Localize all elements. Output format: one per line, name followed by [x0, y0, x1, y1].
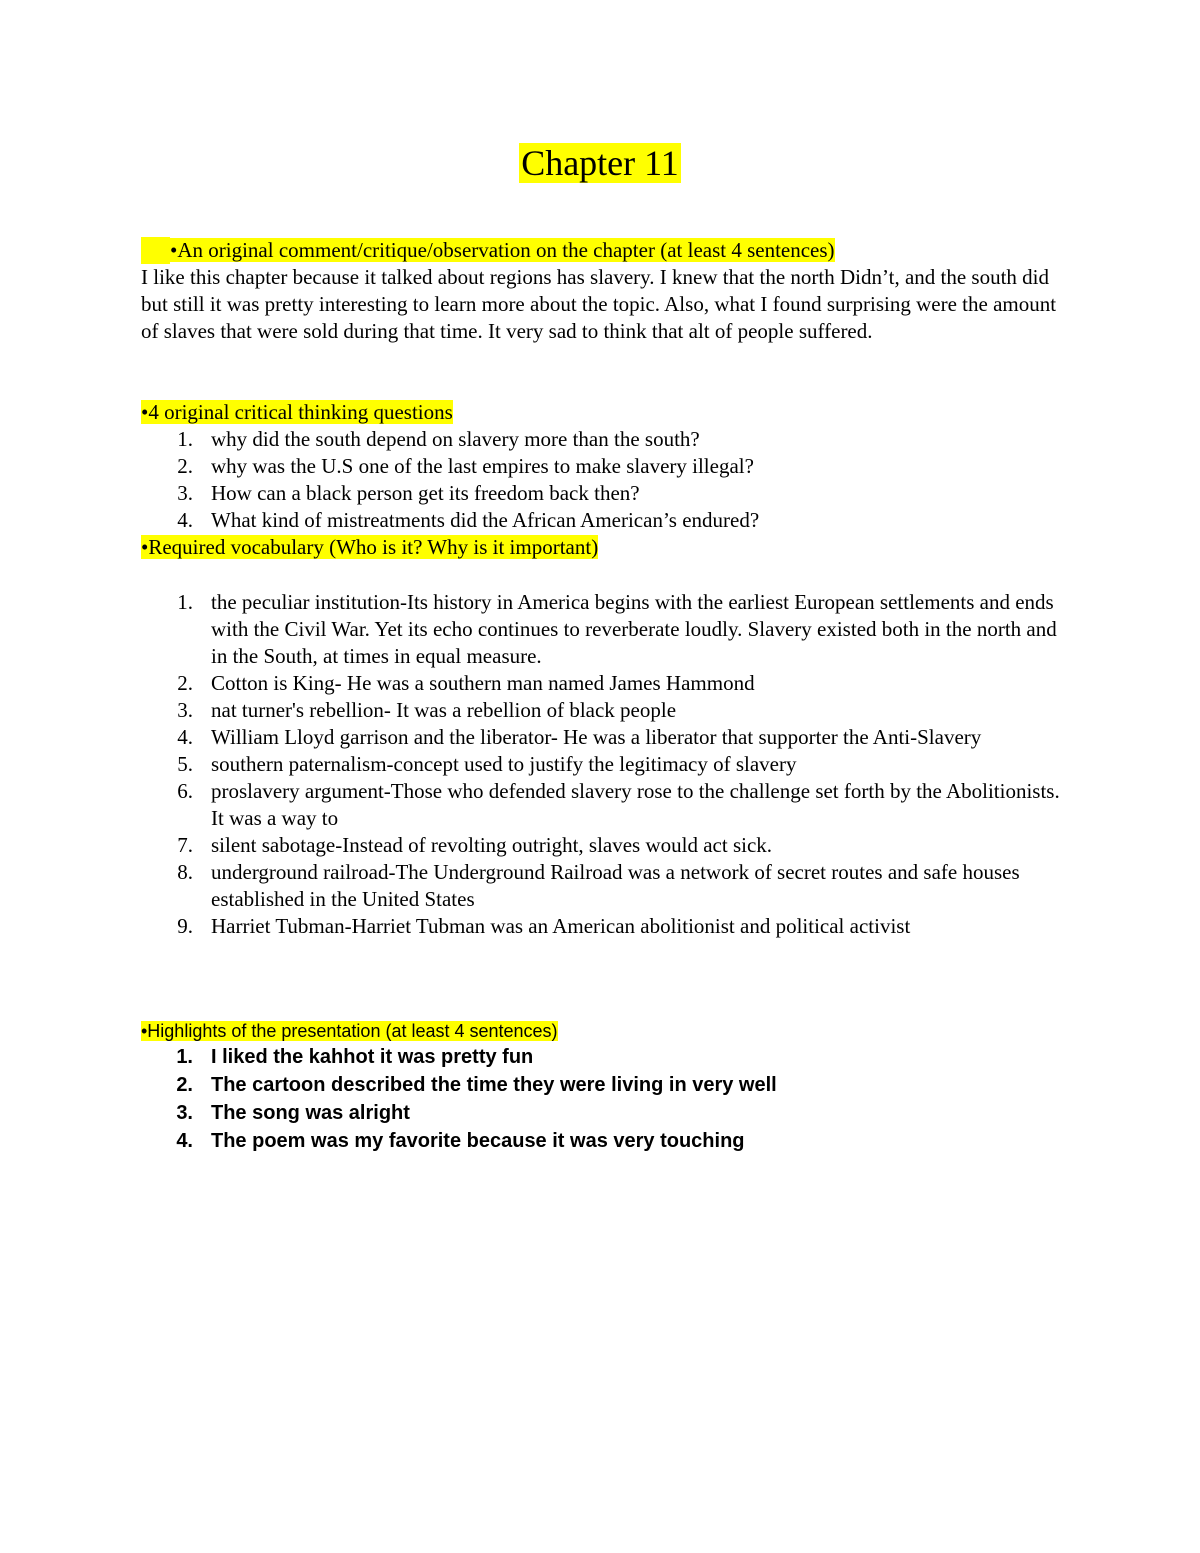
vocabulary-item — [141, 859, 1061, 913]
vocabulary-item — [141, 589, 1061, 670]
questions-heading — [141, 399, 453, 426]
page-title-text: Chapter 11 — [521, 143, 679, 183]
list-number: 2. — [177, 454, 193, 478]
questions-heading-text: •4 original critical thinking questions — [141, 400, 453, 424]
vocabulary-item — [141, 832, 1061, 859]
vocabulary-item — [141, 670, 1061, 697]
vocabulary-item — [141, 724, 1061, 751]
highlight-item — [141, 1099, 1061, 1127]
list-number: 1. — [177, 427, 193, 451]
vocabulary-text: proslavery argument-Those who defended slavery rose to the challenge set forth by the Abolitionists. It was a way to — [211, 779, 1060, 830]
question-text: why was the U.S one of the last empires to make slavery illegal? — [211, 454, 754, 478]
vocabulary-item — [141, 778, 1061, 832]
vocabulary-item — [141, 697, 1061, 724]
question-text: What kind of mistreatments did the African American’s endured? — [211, 508, 760, 532]
highlight-item — [141, 1127, 1061, 1155]
vocabulary-text: underground railroad-The Underground Railroad was a network of secret routes and safe houses established in the United States — [211, 860, 1020, 911]
list-number: 5. — [177, 752, 193, 776]
page-title — [0, 141, 1200, 185]
list-number: 2. — [176, 1074, 193, 1096]
vocabulary-text: southern paternalism-concept used to justify the legitimacy of slavery — [211, 752, 797, 776]
question-item — [141, 426, 1061, 453]
questions-list — [141, 426, 1061, 534]
list-number: 8. — [177, 860, 193, 884]
highlight-text: The song was alright — [211, 1102, 410, 1124]
list-number: 2. — [177, 671, 193, 695]
highlight-item — [141, 1071, 1061, 1099]
list-number: 3. — [177, 698, 193, 722]
vocabulary-text: silent sabotage-Instead of revolting outright, slaves would act sick. — [211, 833, 773, 857]
vocabulary-item — [141, 751, 1061, 778]
list-number: 4. — [176, 1130, 193, 1152]
vocabulary-text: Harriet Tubman-Harriet Tubman was an American abolitionist and political activist — [211, 914, 911, 938]
vocabulary-text: William Lloyd garrison and the liberator- He was a liberator that supporter the Anti-Slavery — [211, 725, 982, 749]
comment-body: I like this chapter because it talked about regions has slavery. I knew that the north Didn’t, and the south did but still it was pretty interesting to learn more about the topic. Also, what I found surprising were the amount of slaves that were sold during that time. It very sad to think that alt of people suffered. — [141, 265, 1057, 343]
question-text: How can a black person get its freedom back then? — [211, 481, 640, 505]
highlight-text: The cartoon described the time they were living in very well — [211, 1074, 777, 1096]
highlight-item — [141, 1043, 1061, 1071]
list-number: 1. — [177, 590, 193, 614]
question-item — [141, 480, 1061, 507]
highlights-heading-text: •Highlights of the presentation (at least 4 sentences) — [141, 1021, 558, 1041]
highlights-list — [141, 1043, 1061, 1155]
list-number: 4. — [177, 508, 193, 532]
vocabulary-text: nat turner's rebellion- It was a rebellion of black people — [211, 698, 677, 722]
list-number: 3. — [177, 481, 193, 505]
vocabulary-heading-text: •Required vocabulary (Who is it? Why is it important) — [141, 535, 599, 559]
comment-heading — [141, 237, 835, 264]
list-number: 3. — [176, 1102, 193, 1124]
question-item — [141, 453, 1061, 480]
list-number: 9. — [177, 914, 193, 938]
vocabulary-text: the peculiar institution-Its history in America begins with the earliest European settlements and ends with the Civil War. Yet its echo continues to reverberate loudly. Slavery existed both in the north and in the South, at times in equal measure. — [211, 590, 1057, 668]
vocabulary-list — [141, 589, 1061, 940]
list-number: 7. — [177, 833, 193, 857]
highlight-text: The poem was my favorite because it was very touching — [211, 1130, 745, 1152]
list-number: 6. — [177, 779, 193, 803]
list-number: 1. — [176, 1046, 193, 1068]
vocabulary-text: Cotton is King- He was a southern man named James Hammond — [211, 671, 755, 695]
vocabulary-item — [141, 913, 1061, 940]
question-text: why did the south depend on slavery more than the south? — [211, 427, 700, 451]
highlight-text: I liked the kahhot it was pretty fun — [211, 1046, 534, 1068]
list-number: 4. — [177, 725, 193, 749]
highlights-heading — [141, 1018, 558, 1045]
question-item — [141, 507, 1061, 534]
vocabulary-heading — [141, 534, 598, 561]
comment-heading-text: •An original comment/critique/observation on the chapter (at least 4 sentences) — [170, 238, 835, 262]
